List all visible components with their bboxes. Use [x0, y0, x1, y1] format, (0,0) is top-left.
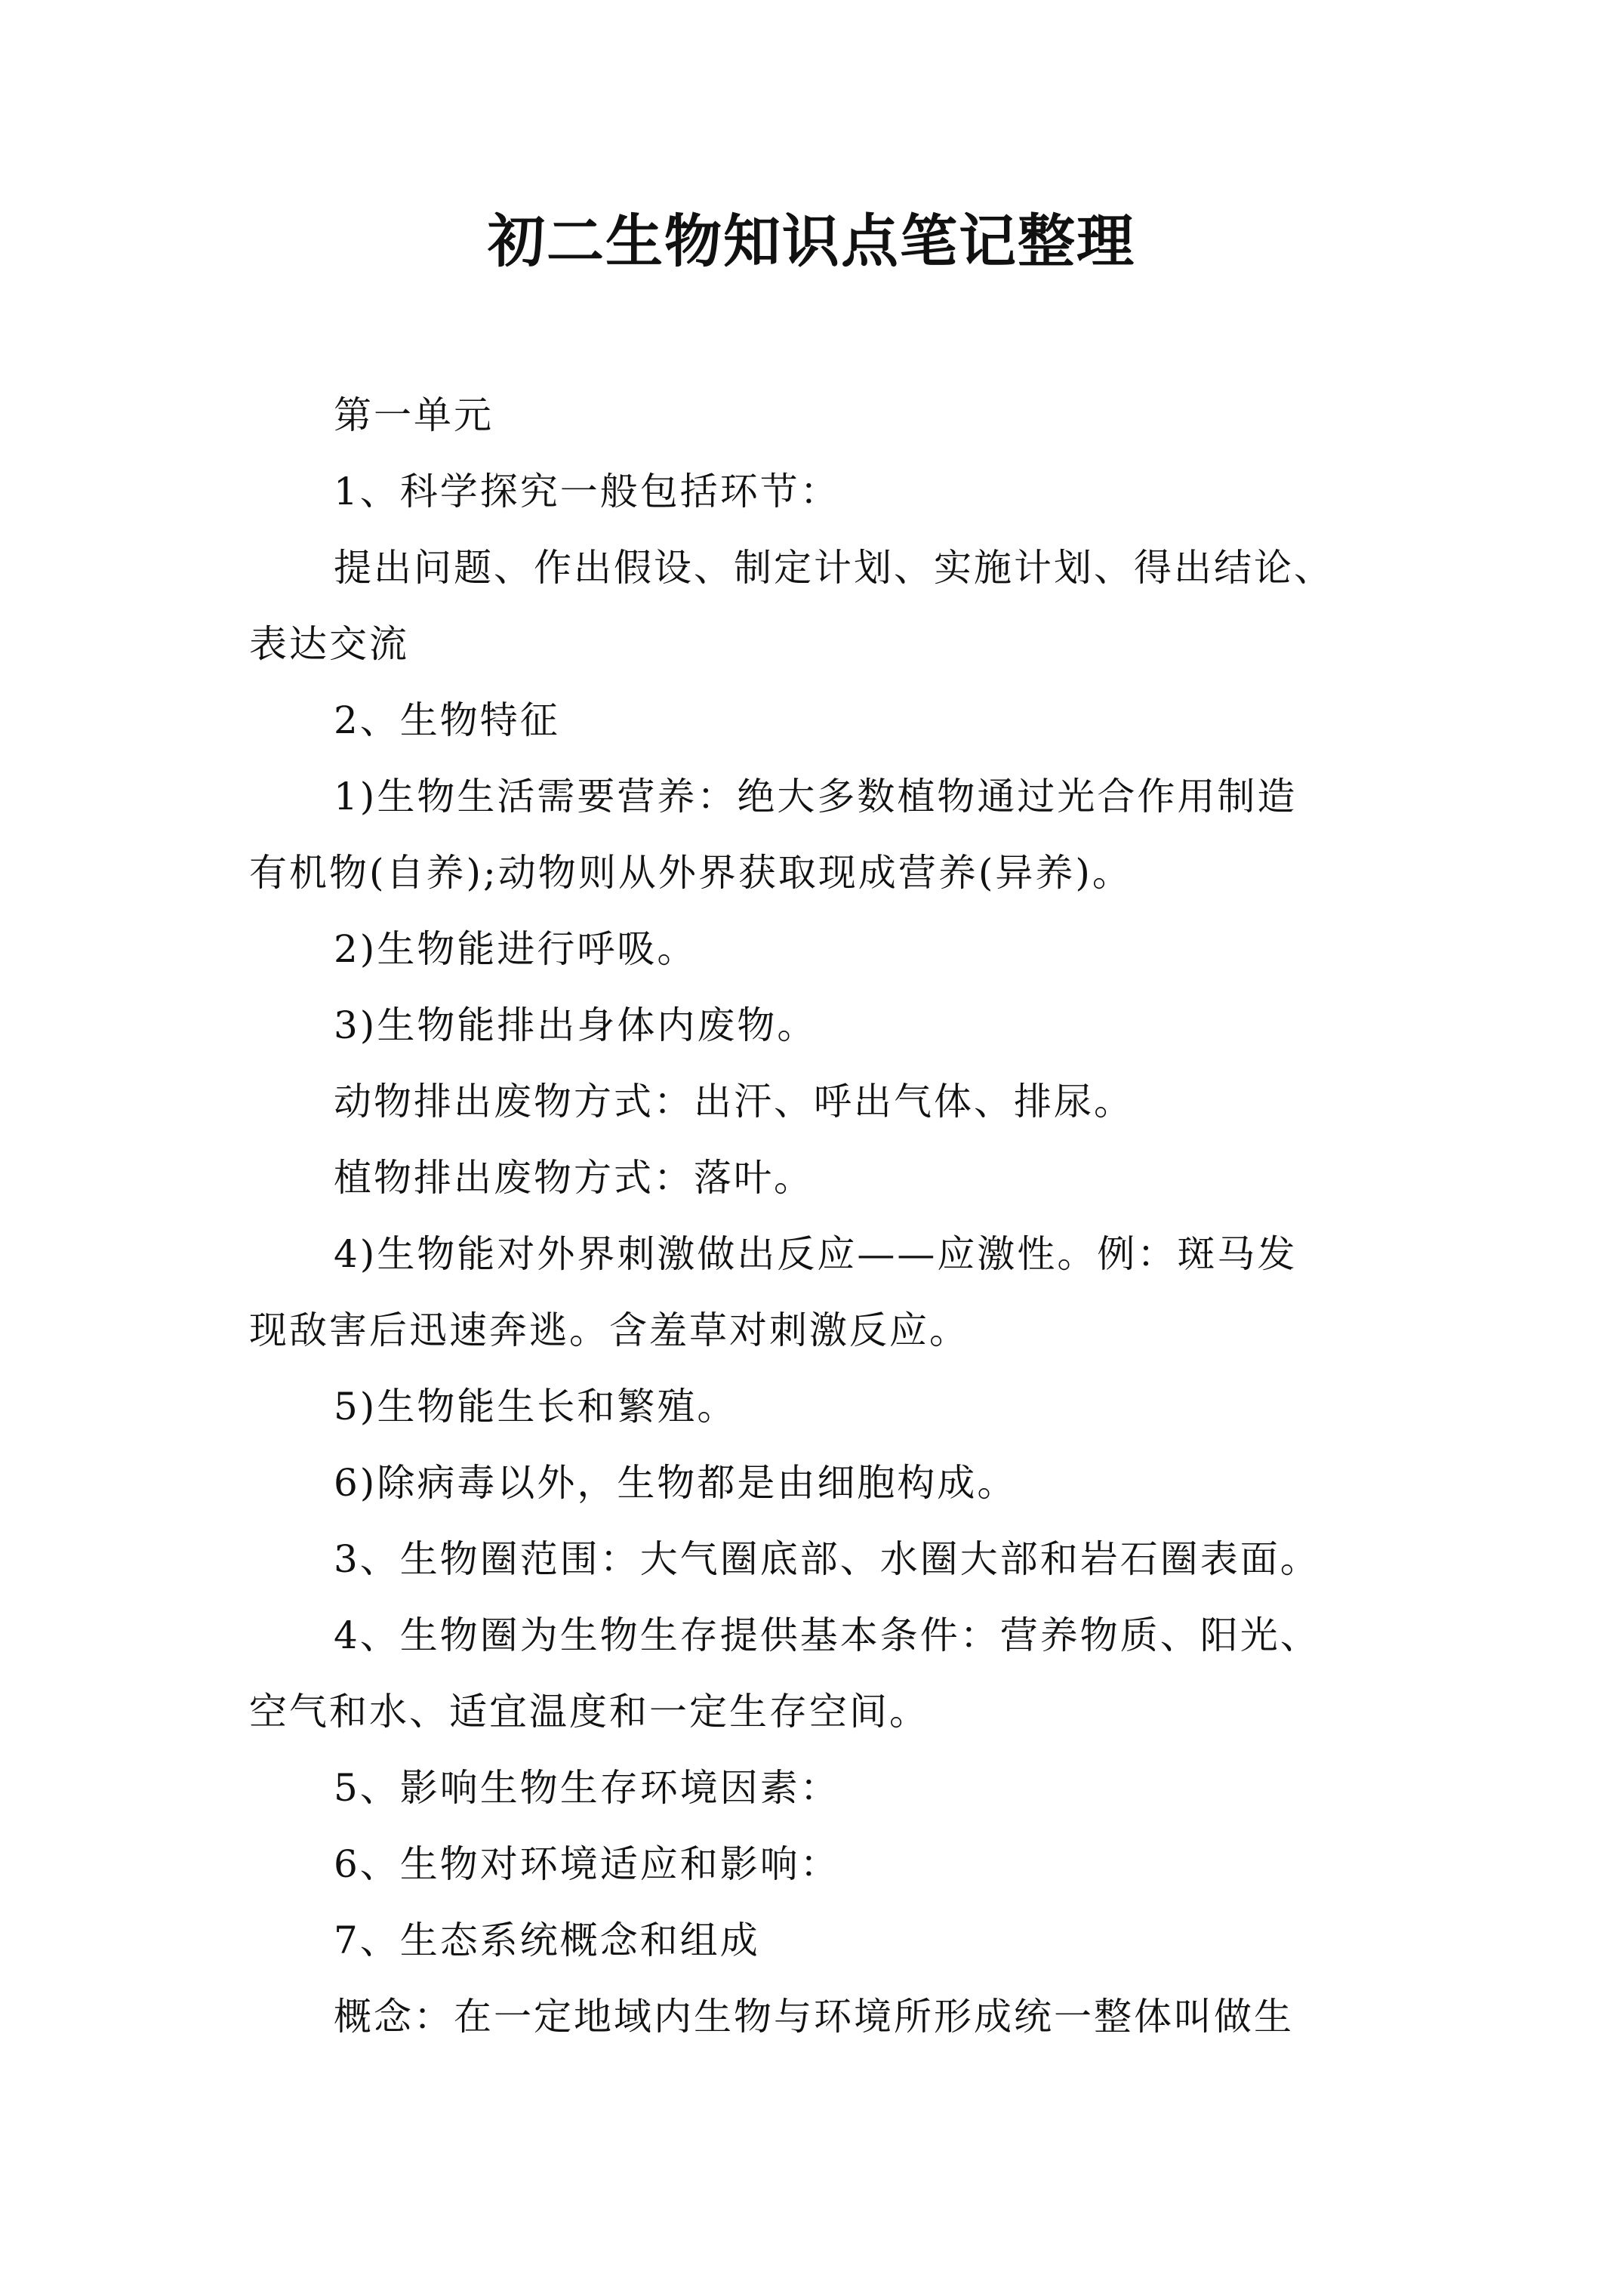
body-line: 2)生物能进行呼吸。: [334, 927, 698, 971]
body-line: 表达交流: [249, 622, 409, 666]
body-line: 动物排出废物方式：出汗、呼出气体、排尿。: [334, 1080, 1134, 1123]
body-line: 提出问题、作出假设、制定计划、实施计划、得出结论、: [334, 546, 1334, 590]
body-line: 2、生物特征: [334, 698, 560, 742]
body-line: 1、科学探究一般包括环节：: [334, 470, 840, 513]
body-line: 空气和水、适宜温度和一定生存空间。: [249, 1690, 929, 1734]
body-line: 4、生物圈为生物生存提供基本条件：营养物质、阳光、: [334, 1613, 1320, 1657]
body-line: 3)生物能排出身体内废物。: [334, 1003, 818, 1047]
body-line: 植物排出废物方式：落叶。: [334, 1156, 814, 1200]
body-line: 5、影响生物生存环境因素：: [334, 1766, 840, 1810]
body-line: 有机物(自养);动物则从外界获取现成营养(异养)。: [249, 851, 1132, 895]
body-line: 第一单元: [334, 393, 494, 437]
body-line: 3、生物圈范围：大气圈底部、水圈大部和岩石圈表面。: [334, 1537, 1320, 1581]
body-line: 现敌害后迅速奔逃。含羞草对刺激反应。: [249, 1308, 969, 1352]
document-title: 初二生物知识点笔记整理: [488, 208, 1135, 275]
body-line: 概念：在一定地域内生物与环境所形成统一整体叫做生: [334, 1995, 1294, 2039]
document-body: [249, 378, 1412, 2055]
body-line: 6、生物对环境适应和影响：: [334, 1842, 840, 1886]
body-line: 1)生物生活需要营养：绝大多数植物通过光合作用制造: [334, 775, 1298, 818]
body-line: 7、生态系统概念和组成: [334, 1918, 760, 1962]
body-line: 5)生物能生长和繁殖。: [334, 1385, 738, 1428]
body-line: 4)生物能对外界刺激做出反应——应激性。例：斑马发: [334, 1232, 1298, 1276]
body-line: 6)除病毒以外，生物都是由细胞构成。: [334, 1461, 1018, 1505]
